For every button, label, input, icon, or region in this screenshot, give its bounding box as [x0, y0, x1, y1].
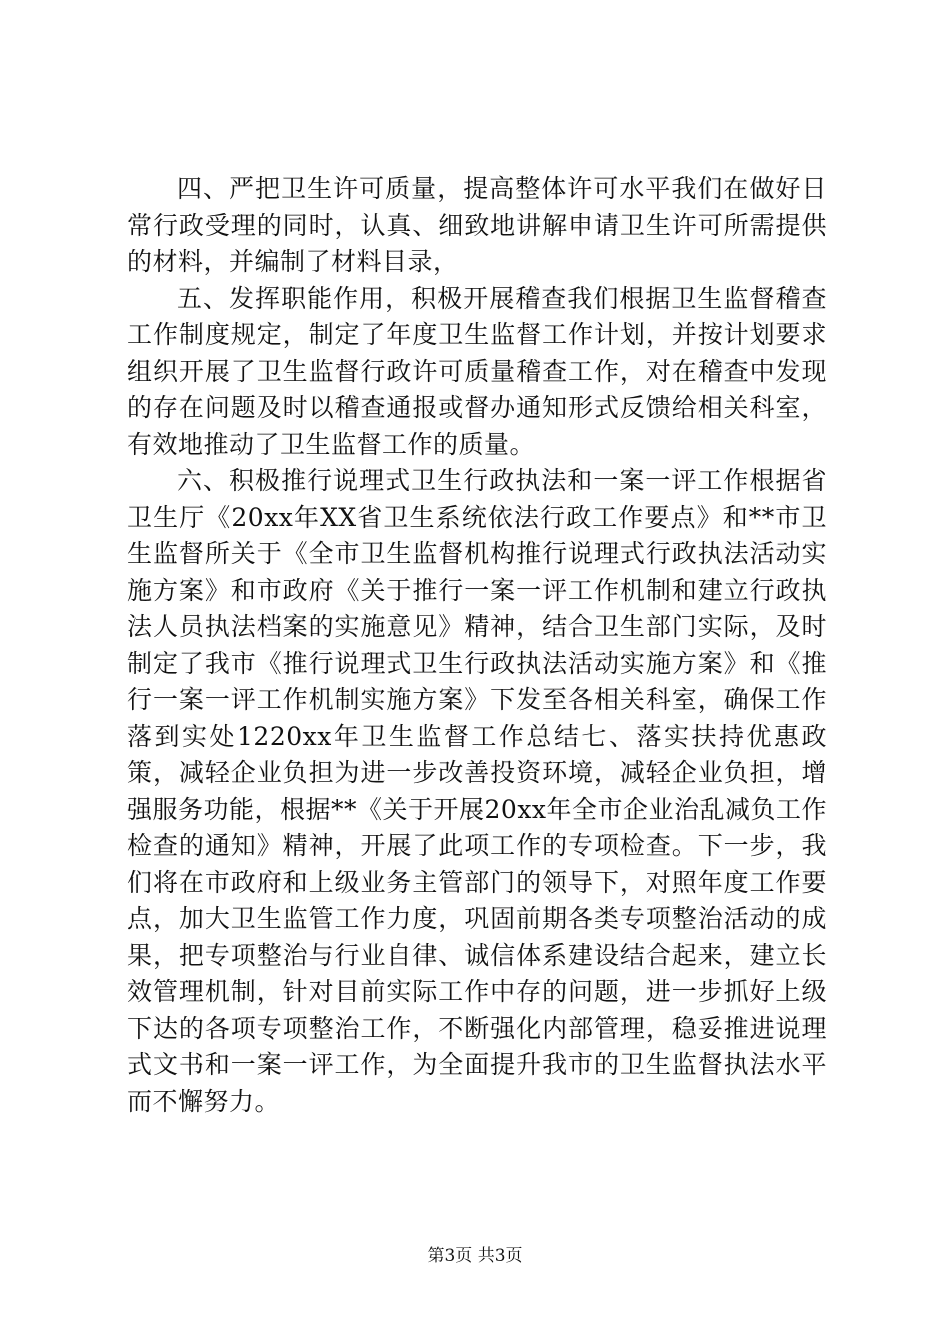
paragraph-inspection: 五、发挥职能作用，积极开展稽查我们根据卫生监督稽查工作制度规定，制定了年度卫生监督工作计划，并按计划要求组织开展了卫生监督行政许可质量稽查工作，对在稽查中发现的存在问题及时以稽查通报或督办通知形式反馈给相关科室，有效地推动了卫生监督工作的质量。 — [127, 283, 827, 459]
page-number-footer: 第3页 共3页 — [427, 1246, 523, 1266]
document-body — [127, 171, 827, 1120]
paragraph-law-enforcement: 六、积极推行说理式卫生行政执法和一案一评工作根据省卫生厅《20xx年XX省卫生系统依法行政工作要点》和**市卫生监督所关于《全市卫生监督机构推行说理式行政执法活动实施方案》和市政府《关于推行一案一评工作机制和建立行政执法人员执法档案的实施意见》精神，结合卫生部门实际，及时制定了我市《推行说理式卫生行政执法活动实施方案》和《推行一案一评工作机制实施方案》下发至各相关科室，确保工作落到实处1220xx年卫生监督工作总结七、落实扶持优惠政策，减轻企业负担为进一步改善投资环境，减轻企业负担，增强服务功能，根据**《关于开展20xx年全市企业治乱减负工作检查的通知》精神，开展了此项工作的专项检查。下一步，我们将在市政府和上级业务主管部门的领导下，对照年度工作要点，加大卫生监管工作力度，巩固前期各类专项整治活动的成果，把专项整治与行业自律、诚信体系建设结合起来，建立长效管理机制，针对目前实际工作中存的问题，进一步抓好上级下达的各项专项整治工作，不断强化内部管理，稳妥推进说理式文书和一案一评工作，为全面提升我市的卫生监督执法水平而不懈努力。 — [127, 466, 828, 1116]
paragraph-permit-quality: 四、严把卫生许可质量，提高整体许可水平我们在做好日常行政受理的同时，认真、细致地讲解申请卫生许可所需提供的材料，并编制了材料目录， — [127, 174, 827, 276]
